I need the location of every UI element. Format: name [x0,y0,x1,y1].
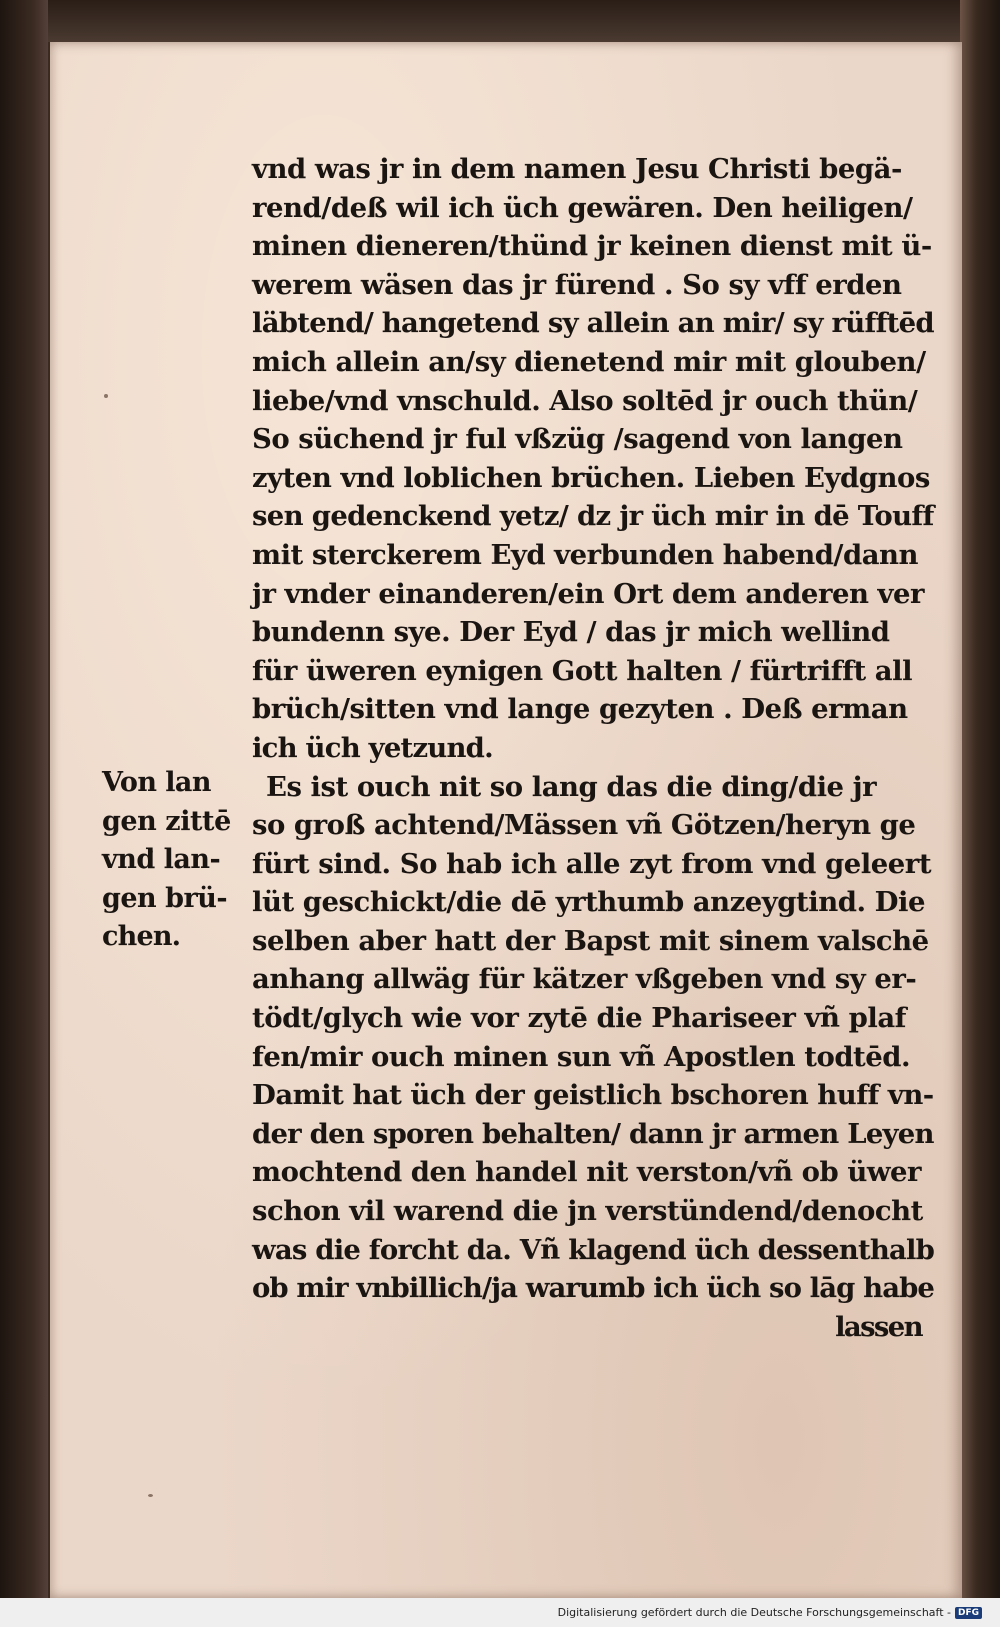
text-line: tödt/glych wie vor zytē die Phariseer vñ plaf [252,1002,907,1035]
text-line: Es ist ouch nit so lang das die ding/die jr [266,770,877,803]
text-line: zyten vnd loblichen brüchen. Lieben Eydgnos [252,461,930,494]
scan-border-left [0,0,48,1627]
text-line: so groß achtend/Mässen vñ Götzen/heryn ge [252,809,916,842]
text-line: ich üch yetzund. [252,731,493,764]
paper-speck [104,394,108,398]
text-line: selben aber hatt der Bapst mit sinem valschē [252,924,929,957]
dfg-logo: DFG [955,1607,982,1619]
text-line: sen gedenckend yetz/ dz jr üch mir in dē Touff [252,500,934,533]
text-line: werem wäsen das jr fürend . So sy vff erden [252,268,902,301]
text-line: mich allein an/sy dienetend mir mit glouben/ [252,345,926,378]
text-line: der den sporen behalten/ dann jr armen Leyen [252,1117,934,1150]
text-line: für üweren eynigen Gott halten / fürtrifft all [252,654,913,687]
text-line: was die forcht da. Vñ klagend üch dessenthalb [252,1233,935,1266]
margin-note [102,764,252,957]
paper-speck [148,1494,153,1497]
text-line: minen dieneren/thünd jr keinen dienst mit ü- [252,230,932,263]
text-line: anhang allwäg für kätzer vßgeben vnd sy er- [252,963,917,996]
text-line: vnd was jr in dem namen Jesu Christi begä- [252,153,902,185]
digitization-credit [558,1606,982,1619]
text-line: lassen [835,1310,922,1343]
margin-note-line: gen brü- [102,882,228,914]
margin-note-line: Von lan [102,767,211,798]
scan-border-top [0,0,1000,42]
margin-note-line: vnd lan- [102,844,221,876]
text-line: rend/deß wil ich üch gewären. Den heiligen/ [252,191,913,224]
text-line: fürt sind. So hab ich alle zyt from vnd geleert [252,847,932,880]
text-line: So süchend jr ful vßzüg /sagend von langen [252,423,903,456]
text-line: liebe/vnd vnschuld. Also soltēd jr ouch thün/ [252,384,918,417]
text-line: mit sterckerem Eyd verbunden habend/dann [252,538,918,571]
text-line: ob mir vnbillich/ja warumb ich üch so lāg habe [252,1272,935,1305]
text-line: lüt geschickt/die dē yrthumb anzeygtind. Die [252,886,926,919]
text-line: schon vil warend die jn verstündend/denocht [252,1195,923,1228]
text-line: fen/mir ouch minen sun vñ Apostlen todtēd. [252,1040,911,1073]
text-line: brüch/sitten vnd lange gezyten . Deß erman [252,693,908,726]
text-line: bundenn sye. Der Eyd / das jr mich wellind [252,616,890,649]
text-line: Damit hat üch der geistlich bschoren huff vn- [252,1079,934,1112]
body-text [252,150,942,1346]
scan-border-right [960,0,1000,1627]
margin-note-line: chen. [102,921,181,953]
text-line: mochtend den handel nit verston/vñ ob üwer [252,1156,922,1189]
credit-text: Digitalisierung gefördert durch die Deutsche Forschungsgemeinschaft - [557,1606,951,1619]
text-line: jr vnder einanderen/ein Ort dem anderen ver [252,577,925,610]
text-line: läbtend/ hangetend sy allein an mir/ sy rüfftēd [252,307,934,340]
margin-note-line: gen zittē [102,805,231,837]
